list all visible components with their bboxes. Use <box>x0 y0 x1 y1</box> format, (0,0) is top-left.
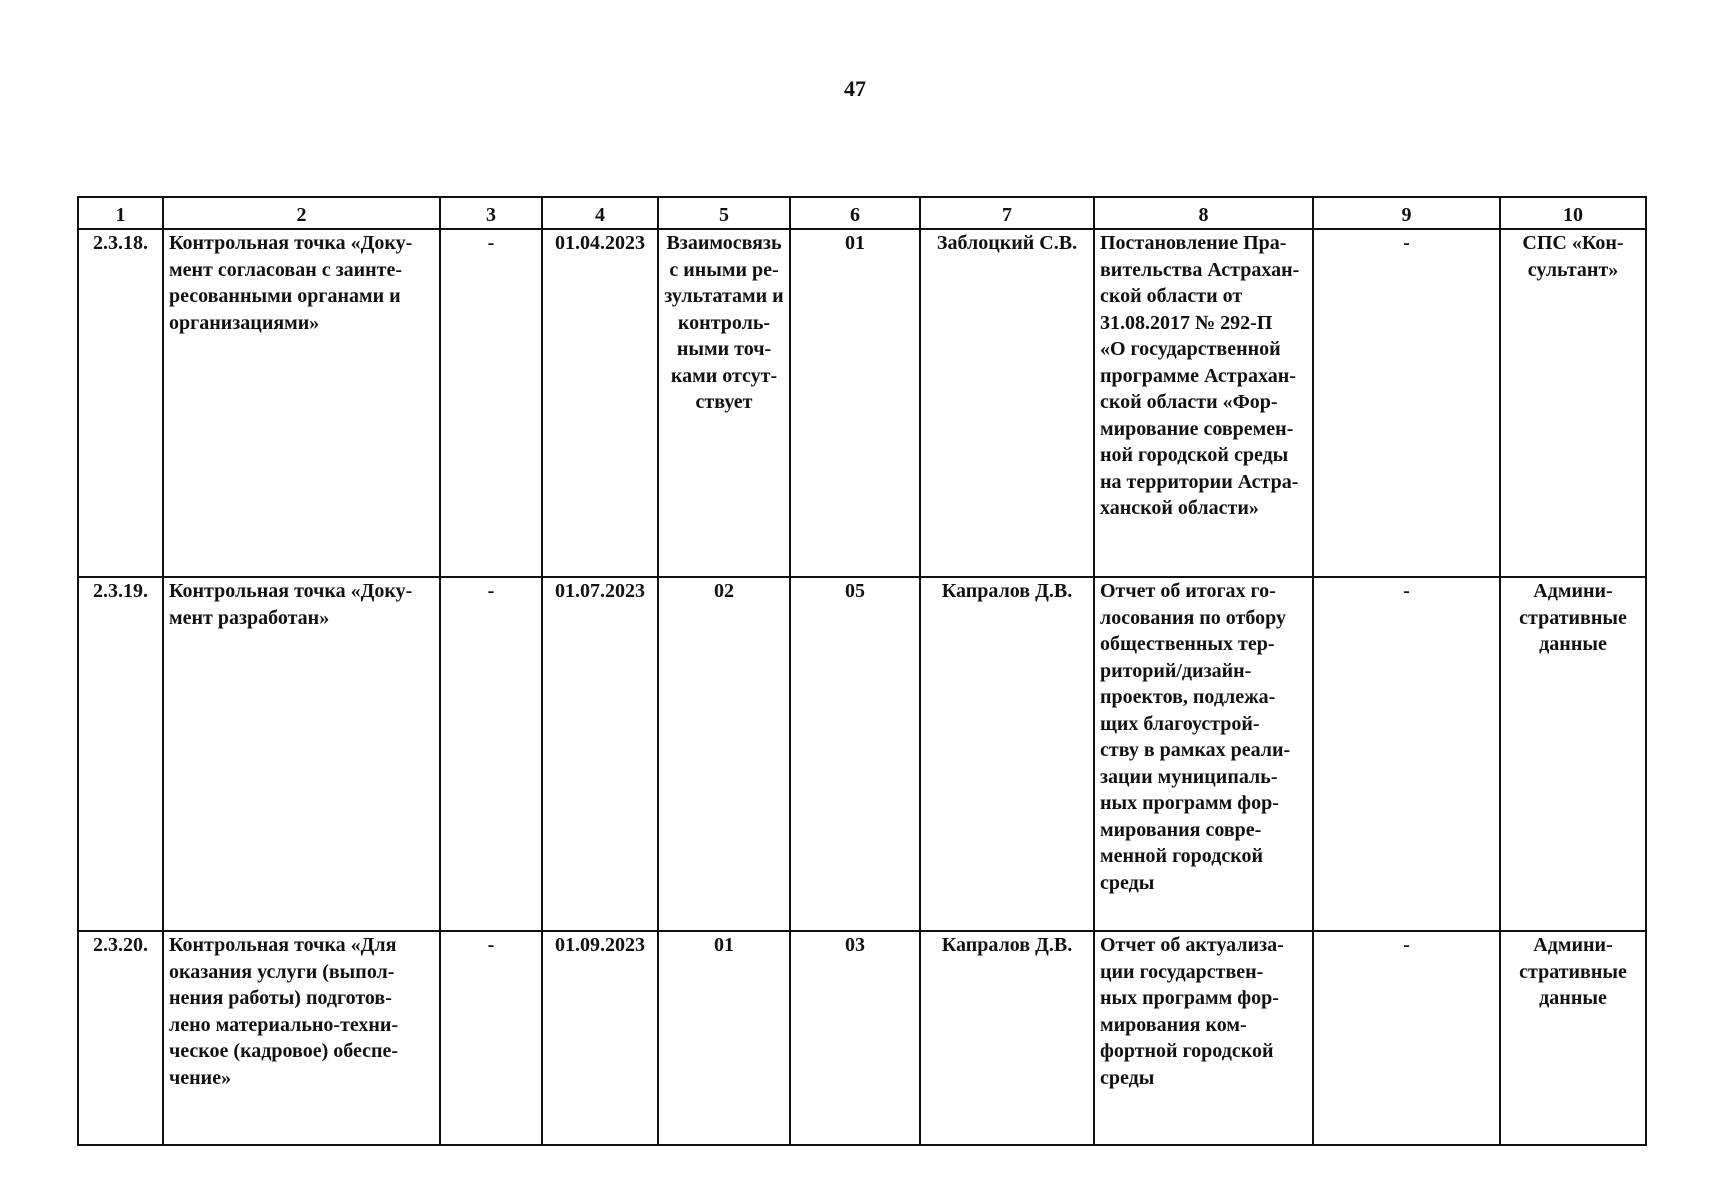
cell-text: - <box>1403 580 1410 602</box>
cell-text: Контрольная точка «Для оказания услуги (выпол- нения работы) подготов- лено материально-техни- ческое (кадровое) обеспе- чение» <box>169 934 399 1089</box>
cell-responsible <box>920 229 1094 577</box>
column-header-4: 4 <box>542 197 658 229</box>
cell-col6 <box>790 229 920 577</box>
cell-text: - <box>1403 934 1410 956</box>
cell-text: 03 <box>845 934 865 956</box>
cell-responsible <box>920 577 1094 931</box>
cell-name <box>163 229 440 577</box>
cell-name <box>163 577 440 931</box>
cell-text: Админи- стративные данные <box>1519 580 1627 655</box>
cell-text: 01.09.2023 <box>555 934 645 956</box>
cell-number <box>78 577 163 931</box>
cell-name <box>163 931 440 1145</box>
cell-text: Капралов Д.В. <box>941 580 1073 602</box>
column-header-9: 9 <box>1313 197 1500 229</box>
cell-col9 <box>1313 577 1500 931</box>
cell-source <box>1500 931 1646 1145</box>
cell-number <box>78 931 163 1145</box>
cell-col6 <box>790 577 920 931</box>
cell-col6 <box>790 931 920 1145</box>
column-header-3: 3 <box>440 197 542 229</box>
cell-date <box>542 577 658 931</box>
cell-text: Контрольная точка «Доку- мент разработан» <box>169 580 413 629</box>
cell-text: 01 <box>714 934 734 956</box>
cell-document <box>1094 577 1313 931</box>
cell-source <box>1500 229 1646 577</box>
table-row <box>78 931 1646 1145</box>
cell-text: 2.3.20. <box>93 934 148 956</box>
cell-col9 <box>1313 229 1500 577</box>
control-points-table <box>77 196 1647 1146</box>
cell-col3 <box>440 577 542 931</box>
cell-text: Заблоцкий С.В. <box>936 232 1078 254</box>
cell-text: 05 <box>845 580 865 602</box>
column-header-8: 8 <box>1094 197 1313 229</box>
cell-text: Отчет об актуализа- ции государствен- ных программ фор- мирования ком- фортной городской среды <box>1100 934 1284 1089</box>
cell-text: Взаимосвязь с иными ре- зультатами и контроль- ными точ- ками отсут- ствует <box>664 232 784 413</box>
cell-text: - <box>487 232 495 254</box>
cell-source <box>1500 577 1646 931</box>
cell-number <box>78 229 163 577</box>
cell-responsible <box>920 931 1094 1145</box>
column-header-1: 1 <box>78 197 163 229</box>
cell-col9 <box>1313 931 1500 1145</box>
cell-date <box>542 229 658 577</box>
cell-text: 2.3.18. <box>93 232 148 254</box>
page-number: 47 <box>844 76 866 101</box>
column-header-2: 2 <box>163 197 440 229</box>
cell-text: - <box>1403 232 1410 254</box>
cell-text: Отчет об итогах го- лосования по отбору общественных тер- риторий/дизайн- проектов, подлежа- щих благоустрой- ству в рамках реали- зации муниципаль- ных программ фор- мирования совре- менной городской среды <box>1100 580 1291 894</box>
table-header-row <box>78 197 1646 229</box>
cell-document <box>1094 229 1313 577</box>
cell-col5 <box>658 229 790 577</box>
cell-col5 <box>658 577 790 931</box>
cell-col3 <box>440 229 542 577</box>
cell-text: Контрольная точка «Доку- мент согласован с заинте- ресованными органами и организациями» <box>169 232 413 334</box>
table-row <box>78 577 1646 931</box>
cell-text: - <box>487 580 495 602</box>
cell-text: 2.3.19. <box>93 580 148 602</box>
cell-col5 <box>658 931 790 1145</box>
cell-col3 <box>440 931 542 1145</box>
column-header-7: 7 <box>920 197 1094 229</box>
cell-text: 01.07.2023 <box>555 580 645 602</box>
cell-text: 01.04.2023 <box>555 232 645 254</box>
table-row <box>78 229 1646 577</box>
cell-text: СПС «Кон- сультант» <box>1522 232 1624 281</box>
column-header-5: 5 <box>658 197 790 229</box>
cell-text: Капралов Д.В. <box>941 934 1073 956</box>
column-header-6: 6 <box>790 197 920 229</box>
column-header-10: 10 <box>1500 197 1646 229</box>
cell-text: Постановление Пра- вительства Астрахан- ской области от 31.08.2017 № 292-П «О государственной программе Астрахан- ской области «Фор- мирование современ- ной городской среды на территории Астра- ханской области» <box>1100 232 1300 519</box>
cell-text: - <box>487 934 495 956</box>
cell-text: Админи- стративные данные <box>1519 934 1627 1009</box>
cell-document <box>1094 931 1313 1145</box>
cell-date <box>542 931 658 1145</box>
cell-text: 02 <box>714 580 734 602</box>
cell-text: 01 <box>845 232 865 254</box>
